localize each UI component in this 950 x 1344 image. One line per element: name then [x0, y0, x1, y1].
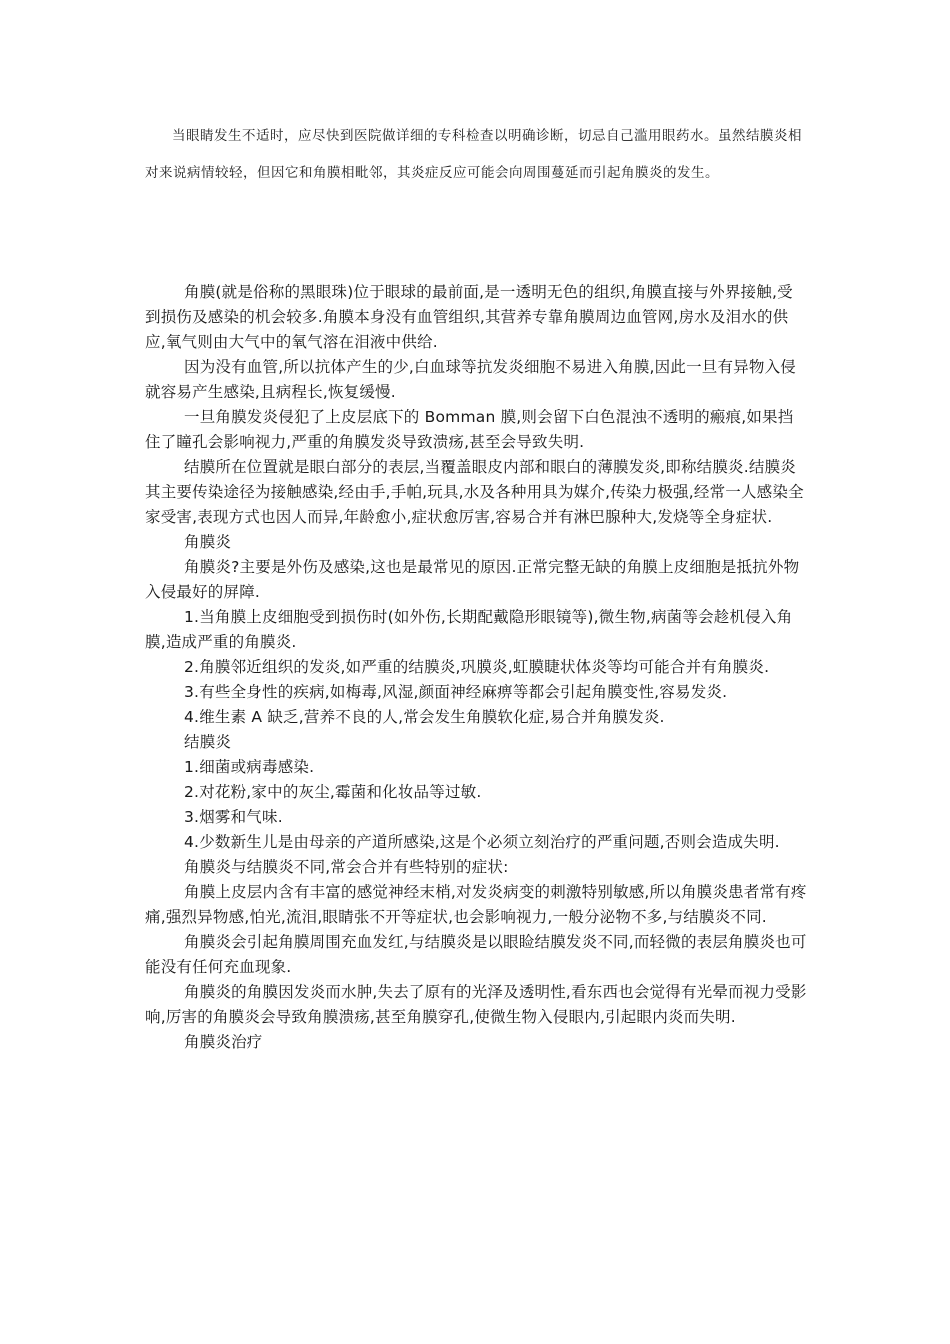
article-body	[145, 280, 807, 1055]
list-item-conjunctivitis-4: 4.少数新生儿是由母亲的产道所感染,这是个必须立刻治疗的严重问题,否则会造成失明.	[184, 833, 780, 851]
paragraph-conjunctivitis-definition: 结膜所在位置就是眼白部分的表层,当覆盖眼皮内部和眼白的薄膜发炎,即称结膜炎.结膜炎其主要传染途径为接触感染,经由手,手帕,玩具,水及各种用具为媒介,传染力极强,经常一人感染全家受害,表现方式也因人而异,年龄愈小,症状愈厉害,容易合并有淋巴腺种大,发烧等全身症状.	[145, 458, 804, 526]
section-heading-conjunctivitis: 结膜炎	[184, 733, 232, 751]
list-item-conjunctivitis-1: 1.细菌或病毒感染.	[184, 758, 315, 776]
intro-paragraph: 当眼睛发生不适时，应尽快到医院做详细的专科检查以明确诊断，切忌自己滥用眼药水。虽然结膜炎相对来说病情较轻，但因它和角膜相毗邻，其炎症反应可能会向周围蔓延而引起角膜炎的发生。	[145, 128, 802, 181]
list-item-keratitis-3: 3.有些全身性的疾病,如梅毒,风湿,颜面神经麻痹等都会引起角膜变性,容易发炎.	[184, 683, 728, 701]
list-item-keratitis-4: 4.维生素 A 缺乏,营养不良的人,常会发生角膜软化症,易合并角膜发炎.	[184, 708, 665, 726]
paragraph-no-blood-vessels: 因为没有血管,所以抗体产生的少,白血球等抗发炎细胞不易进入角膜,因此一旦有异物入侵就容易产生感染,且病程长,恢复缓慢.	[145, 358, 796, 401]
section-heading-keratitis-treatment: 角膜炎治疗	[184, 1033, 263, 1051]
list-item-keratitis-1: 1.当角膜上皮细胞受到损伤时(如外伤,长期配戴隐形眼镜等),微生物,病菌等会趁机侵入角膜,造成严重的角膜炎.	[145, 608, 793, 651]
list-item-keratitis-2: 2.角膜邻近组织的发炎,如严重的结膜炎,巩膜炎,虹膜睫状体炎等均可能合并有角膜炎.	[184, 658, 770, 676]
paragraph-bomman-membrane: 一旦角膜发炎侵犯了上皮层底下的 Bomman 膜,则会留下白色混浊不透明的瘢痕,如果挡住了瞳孔会影响视力,严重的角膜发炎导致溃疡,甚至会导致失明.	[145, 408, 794, 451]
paragraph-symptoms-redness: 角膜炎会引起角膜周围充血发红,与结膜炎是以眼睑结膜发炎不同,而轻微的表层角膜炎也可能没有任何充血现象.	[145, 933, 807, 976]
intro-section	[145, 118, 805, 192]
list-item-conjunctivitis-2: 2.对花粉,家中的灰尘,霉菌和化妆品等过敏.	[184, 783, 482, 801]
paragraph-cornea-definition: 角膜(就是俗称的黑眼珠)位于眼球的最前面,是一透明无色的组织,角膜直接与外界接触,受到损伤及感染的机会较多.角膜本身没有血管组织,其营养专靠角膜周边血管网,房水及泪水的供应,氧气则由大气中的氧气溶在泪液中供给.	[145, 283, 793, 351]
paragraph-symptoms-pain: 角膜上皮层内含有丰富的感觉神经末梢,对发炎病变的刺激特别敏感,所以角膜炎患者常有疼痛,强烈异物感,怕光,流泪,眼睛张不开等症状,也会影响视力,一般分泌物不多,与结膜炎不同.	[145, 883, 807, 926]
list-item-conjunctivitis-3: 3.烟雾和气味.	[184, 808, 283, 826]
paragraph-keratitis-causes: 角膜炎?主要是外伤及感染,这也是最常见的原因.正常完整无缺的角膜上皮细胞是抵抗外物入侵最好的屏障.	[145, 558, 800, 601]
paragraph-symptoms-edema: 角膜炎的角膜因发炎而水肿,失去了原有的光泽及透明性,看东西也会觉得有光晕而视力受影响,厉害的角膜炎会导致角膜溃疡,甚至角膜穿孔,使微生物入侵眼内,引起眼内炎而失明.	[145, 983, 807, 1026]
section-heading-keratitis: 角膜炎	[184, 533, 232, 551]
paragraph-symptoms-intro: 角膜炎与结膜炎不同,常会合并有些特别的症状:	[184, 858, 509, 876]
